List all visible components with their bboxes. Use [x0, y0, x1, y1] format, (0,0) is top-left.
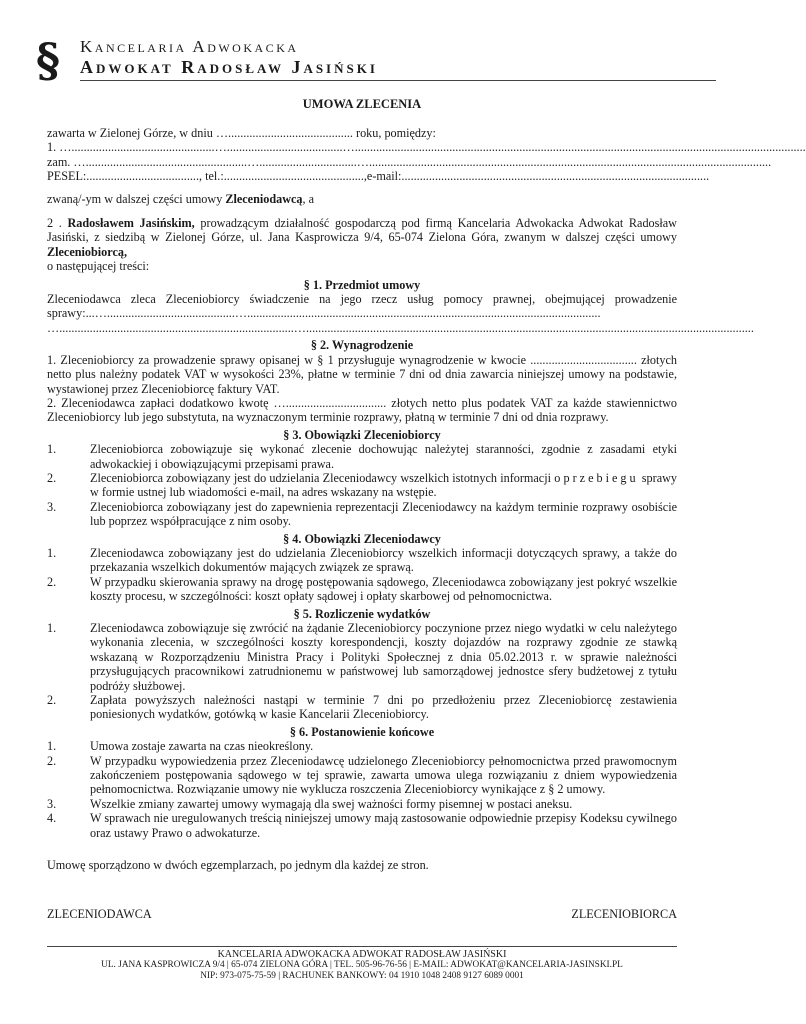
letterhead [34, 33, 682, 87]
list-item: 1. Zleceniodawca zobowiązuje się zwrócić na żądanie Zleceniobiorcy poczynione przez niego wydatki w celu należytego wykonania zlecenia, w szczególności koszty korespondencji, koszty dojazdów na rozprawy zgodnie ze stawką wskazaną w Rozporządzeniu Ministra Pracy i Polityki Społecznej z dnia 05.02.2013 r. w sprawie należności przysługujących pracownikowi zatrudnionemu w państwowej lub samorządowej jednostce sfery budżetowej z tytułu podróży służbowej. [47, 621, 677, 693]
lawyer-name: Adwokat Radosław Jasiński [80, 57, 378, 77]
list-item: 3. Zleceniobiorca zobowiązany jest do zapewnienia reprezentacji Zleceniodawcy na każdym terminie rozprawy osobiście lub poprzez współpracujące z nim osoby. [47, 499, 677, 529]
document-title: UMOWA ZLECENIA [302, 97, 422, 111]
party1-role-line: zwaną/-ym w dalszej części umowy Zleceniodawcą, a [47, 191, 315, 206]
contract-body [47, 126, 806, 921]
firm-name: Kancelaria Adwokacka [80, 37, 299, 56]
section-3-list [47, 442, 677, 528]
footer [47, 946, 677, 982]
list-item: 2. W przypadku skierowania sprawy na drogę postępowania sądowego, Zleceniodawca zobowiązany jest pokryć wszelkie koszty procesu, w szczególności: koszt opłaty sądowej i opłaty skarbowej od pełnomocnictwa. [47, 574, 677, 604]
closing-statement: Umowę sporządzono w dwóch egzemplarzach, po jednym dla każdej ze stron. [47, 858, 429, 873]
section-6-list [47, 739, 677, 840]
section-sign-logo-icon [34, 33, 74, 87]
section-1-dots: ….............................................................................…................................................................................................................................................... [47, 320, 754, 335]
footer-divider [47, 946, 677, 947]
party2-paragraph: 2 . Radosławem Jasińskim, prowadzącym działalność gospodarczą pod firmą Kancelaria Adwokacka Adwokat Radosław Jasiński, z siedzibą w Zielonej Górze, ul. Jana Kasprowicza 9/4, 65-074 Zielona Góra, zwanym w dalszej części umowy Zleceniobiorcą, [47, 216, 677, 259]
section-2-p2: 2. Zleceniodawca zapłaci dodatkowo kwotę …................................. złotych netto plus podatek VAT za każde stawiennictwo Zleceniobiorcy lub jego substytuta, na wyznaczonym terminie rozprawy, płatną w terminie 7 dni od dnia rozprawy. [47, 395, 677, 425]
intro-date-line: zawarta w Zielonej Górze, w dniu …......................................... roku, pomiędzy: [47, 126, 436, 140]
party1-name-line: 1. …...............................................…......................................….................................................................................................................................................... [47, 140, 806, 155]
section-3-title: § 3. Obowiązki Zleceniobiorcy [283, 427, 441, 442]
signature-block [47, 907, 677, 921]
section-1-title: § 1. Przedmiot umowy [303, 277, 421, 292]
list-item: 1. Umowa zostaje zawarta na czas nieokreślony. [47, 739, 314, 754]
svg-text:§: § [36, 33, 61, 87]
list-item: 3. Wszelkie zmiany zawartej umowy wymagają dla swej ważności formy pisemnej w postaci aneksu. [47, 796, 573, 811]
list-item: 4. W sprawach nie uregulowanych treścią niniejszej umowy mają zastosowanie odpowiednie przepisy Kodeksu cywilnego oraz ustawy Prawo o adwokaturze. [47, 811, 677, 840]
section-1-text: Zleceniodawca zleca Zleceniobiorcy świadczenie na jego rzecz usług pomocy prawnej, obejmującej prowadzenie sprawy:...…..........................................….................................................................................................................... [47, 292, 677, 321]
section-4-title: § 4. Obowiązki Zleceniodawcy [283, 531, 441, 546]
list-item: 2. Zapłata powyższych należności nastąpi w terminie 7 dni po przedłożeniu przez Zleceniobiorcę zestawienia poniesionych wydatków, gotówką w kasie Kancelarii Zleceniobiorcy. [47, 693, 677, 722]
header-divider [80, 80, 716, 81]
section-2-p1: 1. Zleceniobiorcy za prowadzenie sprawy opisanej w § 1 przysługuje wynagrodzenie w kwocie ................................... złotych netto plus należny podatek VAT w wysokości 23%, płatne w terminie 7 dni od dnia zawarcia niniejszej umowy na podstawie, wystawionej przez Zleceniobiorcę faktury VAT. [47, 352, 677, 396]
section-5-title: § 5. Rozliczenie wydatków [293, 606, 431, 621]
section-6-title: § 6. Postanowienie końcowe [289, 724, 435, 739]
footer-address: UL. JANA KASPROWICZA 9/4 | 65-074 ZIELONA GÓRA | TEL. 505-96-76-56 | E-MAIL: ADWOKAT@KANCELARIA-JASINSKI.PL [101, 960, 623, 970]
signature-client-label: ZLECENIODAWCA [47, 906, 152, 921]
party1-contact-line: PESEL:....................................., tel.:..............................................,e-mail:..................................................................................................... [47, 169, 710, 184]
section-5-list [47, 621, 677, 722]
list-item: 2. Zleceniobiorca zobowiązany jest do udzielania Zleceniodawcy wszelkich istotnych informacji o przebiegu sprawy w formie ustnej lub wiadomości e-mail, na adres wskazany na wstępie. [47, 470, 678, 500]
party1-address-line: zam. ….....................................................…................................….................................................................................................................................... [47, 154, 772, 169]
footer-bank: NIP: 973-075-75-59 | RACHUNEK BANKOWY: 04 1910 1048 2408 9127 6089 0001 [200, 971, 524, 981]
section-4-list [47, 546, 677, 604]
party2-end-line: o następującej treści: [47, 259, 150, 274]
list-item: 2. W przypadku wypowiedzenia przez Zleceniodawcę udzielonego Zleceniobiorcy pełnomocnictwa przed prawomocnym zakończeniem postępowania sądowego w tej sprawie, zawarta umowa ulega rozwiązaniu z dniem wypowiedzenia pełnomocnictwa. Rozwiązanie umowy nie wyklucza roszczenia Zleceniobiorcy wynikające z § 2 umowy. [47, 753, 677, 797]
list-item: 1. Zleceniodawca zobowiązany jest do udzielania Zleceniobiorcy wszelkich informacji dotyczących sprawy, a także do przekazania wszelkich dokumentów mających związek ze sprawą. [47, 545, 677, 575]
section-2-title: § 2. Wynagrodzenie [310, 338, 414, 353]
signature-contractor-label: ZLECENIOBIORCA [571, 906, 677, 921]
list-item: 1. Zleceniobiorca zobowiązuje się wykonać zlecenie dochowując należytej staranności, zgodnie z zasadami etyki adwokackiej i obowiązującymi przepisami prawa. [47, 442, 677, 471]
footer-firm: KANCELARIA ADWOKACKA ADWOKAT RADOSŁAW JASIŃSKI [217, 949, 507, 960]
